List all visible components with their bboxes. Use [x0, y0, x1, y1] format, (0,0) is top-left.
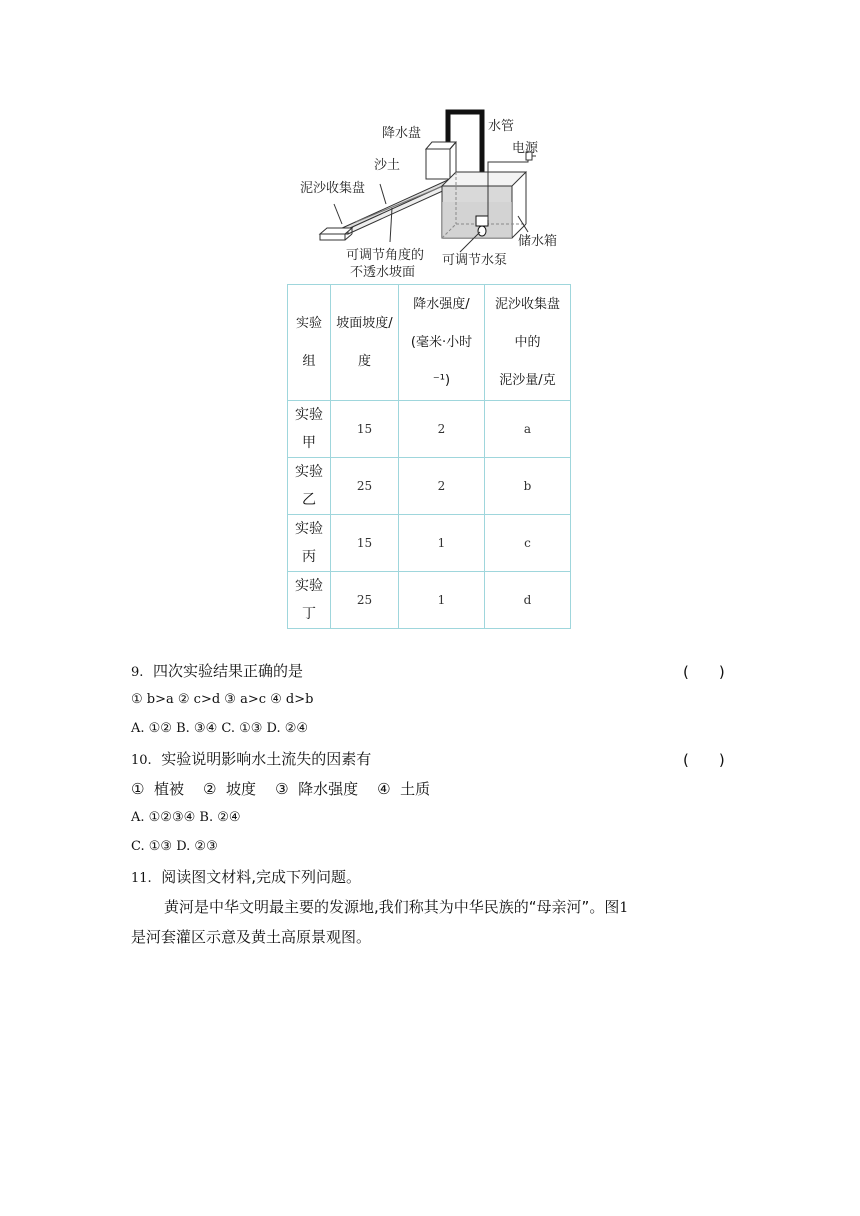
- cell-sediment: a: [485, 401, 571, 458]
- experiment-apparatus-figure: [290, 104, 570, 280]
- q9-number: 9.: [131, 665, 144, 680]
- q11-paragraph-line1: 黄河是中华文明最主要的发源地,我们称其为中华民族的“母亲河”。图1: [164, 898, 629, 916]
- q10-options-1: A. ①②③④ B. ②④: [131, 810, 241, 825]
- q10-stem-text: 实验说明影响水土流失的因素有: [161, 750, 372, 768]
- table-row: [288, 458, 571, 515]
- cell-rain: 1: [399, 572, 485, 629]
- cell-slope: 15: [331, 515, 399, 572]
- cell-rain: 2: [399, 401, 485, 458]
- header-slope: 坡面坡度/ 度: [331, 285, 399, 401]
- header-group: 实验 组: [288, 285, 331, 401]
- table-header-row: [288, 285, 571, 401]
- q10-answer-bracket: ( ): [683, 751, 725, 769]
- cell-sediment: c: [485, 515, 571, 572]
- cell-rain: 1: [399, 515, 485, 572]
- cell-slope: 25: [331, 572, 399, 629]
- q9-stem: [131, 661, 303, 683]
- table-row: [288, 572, 571, 629]
- q9-items: ① b>a ② c>d ③ a>c ④ d>b: [131, 692, 314, 707]
- label-water-pipe: 水管: [488, 119, 515, 134]
- cell-group: 实验 甲: [288, 401, 331, 458]
- cell-slope: 15: [331, 401, 399, 458]
- header-sediment-amount: 泥沙收集盘 中的 泥沙量/克: [485, 285, 571, 401]
- cell-group: 实验 丁: [288, 572, 331, 629]
- label-adjustable-slope-2: 不透水坡面: [350, 265, 416, 280]
- label-pump: 可调节水泵: [442, 253, 508, 268]
- q10-stem: [131, 749, 371, 771]
- table-row: [288, 515, 571, 572]
- header-rain-intensity: 降水强度/ (毫米·小时 ⁻¹): [399, 285, 485, 401]
- cell-slope: 25: [331, 458, 399, 515]
- q10-number: 10.: [131, 753, 152, 768]
- q9-answer-bracket: ( ): [683, 663, 725, 681]
- cell-group: 实验 乙: [288, 458, 331, 515]
- q11-number: 11.: [131, 871, 152, 886]
- cell-group: 实验 丙: [288, 515, 331, 572]
- q9-stem-text: 四次实验结果正确的是: [152, 662, 303, 680]
- cell-rain: 2: [399, 458, 485, 515]
- label-power: 电源: [512, 141, 539, 156]
- label-rain-tray: 降水盘: [382, 126, 422, 141]
- figure-number: 1: [619, 900, 629, 916]
- q11-stem: [131, 867, 361, 889]
- q9-options: A. ①② B. ③④ C. ①③ D. ②④: [131, 721, 309, 736]
- cell-sediment: d: [485, 572, 571, 629]
- label-tank: 储水箱: [518, 234, 558, 249]
- table-row: [288, 401, 571, 458]
- q11-stem-text: 阅读图文材料,完成下列问题。: [161, 868, 362, 886]
- q11-paragraph-line2: 是河套灌区示意及黄土高原景观图。: [131, 928, 372, 946]
- experiment-table: [287, 284, 571, 629]
- label-sediment-tray: 泥沙收集盘: [300, 181, 366, 196]
- cell-sediment: b: [485, 458, 571, 515]
- q10-options-2: C. ①③ D. ②③: [131, 839, 218, 854]
- label-sand-soil: 沙土: [374, 158, 401, 173]
- label-adjustable-slope-1: 可调节角度的: [346, 248, 425, 263]
- q10-items: ① 植被 ② 坡度 ③ 降水强度 ④ 土质: [131, 780, 431, 798]
